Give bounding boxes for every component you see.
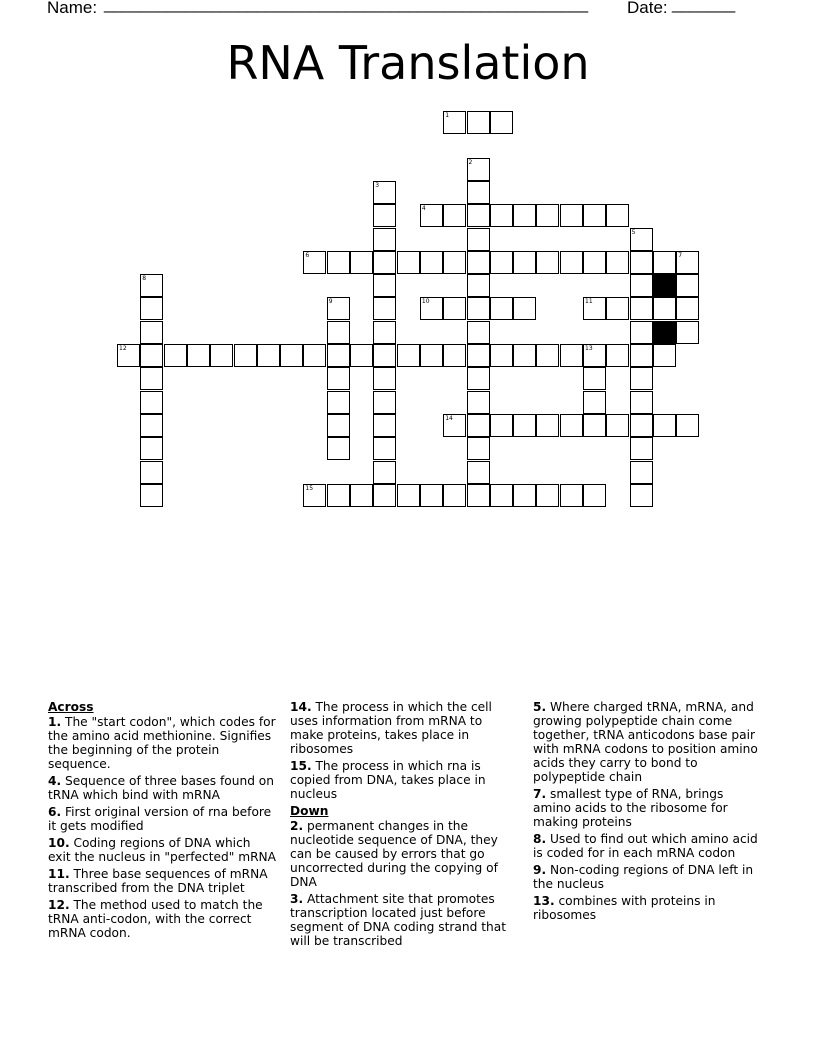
crossword-cell[interactable] [630,437,653,460]
crossword-cell[interactable] [467,228,490,251]
crossword-cell[interactable] [397,484,420,507]
crossword-cell[interactable] [583,344,606,367]
crossword-cell[interactable] [560,344,583,367]
crossword-cell[interactable] [583,204,606,227]
crossword-cell[interactable] [373,414,396,437]
crossword-cell[interactable] [280,344,303,367]
crossword-cell[interactable] [117,344,140,367]
clue-down-13: 13. combines with proteins in ribosomes [533,894,716,922]
crossword-cell[interactable] [653,297,676,320]
crossword-cell[interactable] [420,251,443,274]
clue-number: 15 [305,484,314,492]
crossword-cell[interactable] [467,461,490,484]
crossword-cell[interactable] [630,297,653,320]
clue-across-12: 12. The method used to match the tRNA anti-codon, with the correct mRNA codon. [48,898,263,940]
clue-across-14: 14. The process in which the cell uses information from mRNA to make proteins, takes place in ribosomes [290,700,492,756]
clue-across-4: 4. Sequence of three bases found on tRNA which bind with mRNA [48,774,274,802]
crossword-cell[interactable] [373,437,396,460]
crossword-cell[interactable] [606,204,629,227]
crossword-cell[interactable] [467,297,490,320]
crossword-cell[interactable] [676,251,699,274]
crossword-cell[interactable] [630,228,653,251]
name-field-line[interactable]: ______________________________________________________ [104,0,588,13]
crossword-cell[interactable] [467,321,490,344]
clue-number: 12 [119,345,127,352]
crossword-cell[interactable] [630,461,653,484]
crossword-cell[interactable] [140,367,163,390]
crossword-cell[interactable] [187,344,210,367]
crossword-cell[interactable] [513,204,536,227]
crossword-cell[interactable] [327,251,350,274]
crossword-cell[interactable] [606,251,629,274]
clue-number: 5 [631,228,636,236]
crossword-cell[interactable] [583,297,606,320]
date-label: Date: [627,0,668,17]
crossword-cell[interactable] [513,484,536,507]
crossword-cell[interactable] [560,414,583,437]
crossword-cell[interactable] [140,274,163,297]
clue-number: 10 [421,298,430,306]
crossword-cell[interactable] [536,344,559,367]
crossword-cell[interactable] [140,484,163,507]
crossword-cell[interactable] [630,344,653,367]
crossword-cell[interactable] [467,251,490,274]
crossword-cell[interactable] [257,344,280,367]
clue-number: 8 [142,275,147,283]
crossword-cell[interactable] [397,344,420,367]
crossword-cell[interactable] [303,484,326,507]
crossword-cell[interactable] [630,414,653,437]
down-heading: Down [290,804,329,818]
crossword-cell[interactable] [513,344,536,367]
page-title: RNA Translation [226,36,590,90]
crossword-cell[interactable] [327,414,350,437]
crossword-cell[interactable] [443,251,466,274]
crossword-cell[interactable] [373,321,396,344]
crossword-cell[interactable] [467,484,490,507]
crossword-cell[interactable] [560,484,583,507]
crossword-cell[interactable] [373,344,396,367]
crossword-cell[interactable] [327,344,350,367]
crossword-cell[interactable] [630,321,653,344]
crossword-cell[interactable] [420,484,443,507]
crossword-cell[interactable] [467,391,490,414]
crossword-cell[interactable] [630,251,653,274]
clue-number: 2 [468,158,473,166]
crossword-cell[interactable] [373,461,396,484]
crossword-cell[interactable] [140,344,163,367]
crossword-cell[interactable] [583,251,606,274]
crossword-cell[interactable] [490,111,513,134]
date-field-line[interactable]: _______ [672,0,735,13]
clue-number: 6 [305,251,310,259]
crossword-cell[interactable] [373,484,396,507]
crossword-cell[interactable] [653,344,676,367]
crossword-cell[interactable] [490,251,513,274]
crossword-cell[interactable] [420,204,443,227]
crossword-cell[interactable] [490,344,513,367]
crossword-cell[interactable] [327,367,350,390]
clue-across-1: 1. The "start codon", which codes for the amino acid methionine. Signifies the beginning of the protein sequence. [48,715,276,771]
crossword-cell[interactable] [350,484,373,507]
crossword-cell[interactable] [583,367,606,390]
crossword-cell[interactable] [676,297,699,320]
crossword-cell[interactable] [140,321,163,344]
crossword-cell[interactable] [676,414,699,437]
clue-number: 11 [585,298,593,306]
crossword-cell[interactable] [443,344,466,367]
crossword-cell[interactable] [676,321,699,344]
clue-down-8: 8. Used to find out which amino acid is coded for in each mRNA codon [533,832,758,860]
crossword-cell[interactable] [676,274,699,297]
crossword-cell[interactable] [536,484,559,507]
crossword-cell[interactable] [560,251,583,274]
crossword-cell[interactable] [397,251,420,274]
crossword-cell[interactable] [536,414,559,437]
clue-across-10: 10. Coding regions of DNA which exit the nucleus in "perfected" mRNA [48,836,277,864]
crossword-block-cell [653,274,676,297]
crossword-cell[interactable] [560,204,583,227]
crossword-cell[interactable] [467,344,490,367]
crossword-cell[interactable] [327,297,350,320]
crossword-cell[interactable] [467,111,490,134]
across-heading: Across [48,700,94,714]
clue-down-2: 2. permanent changes in the nucleotide sequence of DNA, they can be caused by errors that go uncorrected during the copying of DNA [290,819,498,889]
crossword-cell[interactable] [373,251,396,274]
crossword-cell[interactable] [140,461,163,484]
crossword-cell[interactable] [350,251,373,274]
crossword-cell[interactable] [513,297,536,320]
crossword-cell[interactable] [490,297,513,320]
crossword-cell[interactable] [140,414,163,437]
crossword-cell[interactable] [327,437,350,460]
crossword-cell[interactable] [373,181,396,204]
clue-across-11: 11. Three base sequences of mRNA transcribed from the DNA triplet [48,867,268,895]
crossword-cell[interactable] [140,297,163,320]
clue-number: 4 [421,205,426,213]
crossword-cell[interactable] [606,297,629,320]
crossword-cell[interactable] [490,484,513,507]
crossword-cell[interactable] [653,251,676,274]
crossword-cell[interactable] [513,414,536,437]
crossword-cell[interactable] [467,274,490,297]
clue-number: 13 [585,345,593,352]
crossword-block-cell [653,321,676,344]
crossword-cell[interactable] [467,158,490,181]
crossword-cell[interactable] [467,367,490,390]
clue-number: 7 [678,251,683,259]
crossword-cell[interactable] [490,414,513,437]
crossword-cell[interactable] [234,344,257,367]
crossword-cell[interactable] [373,274,396,297]
crossword-cell[interactable] [420,344,443,367]
crossword-cell[interactable] [583,414,606,437]
crossword-cell[interactable] [443,204,466,227]
crossword-cell[interactable] [583,391,606,414]
crossword-cell[interactable] [373,391,396,414]
crossword-cell[interactable] [443,111,466,134]
clue-number: 9 [328,298,333,306]
crossword-cell[interactable] [490,204,513,227]
crossword-cell[interactable] [467,437,490,460]
crossword-cell[interactable] [606,344,629,367]
crossword-cell[interactable] [513,251,536,274]
crossword-cell[interactable] [443,297,466,320]
clue-down-7: 7. smallest type of RNA, brings amino acids to the ribosome for making proteins [533,787,728,829]
clues-column-3 [533,700,761,925]
crossword-cell[interactable] [303,344,326,367]
crossword-cell[interactable] [653,414,676,437]
crossword-cell[interactable] [630,367,653,390]
crossword-cell[interactable] [467,414,490,437]
crossword-cell[interactable] [140,437,163,460]
crossword-cell[interactable] [140,391,163,414]
crossword-cell[interactable] [327,484,350,507]
name-label: Name: [47,0,98,17]
crossword-cell[interactable] [630,274,653,297]
crossword-cell[interactable] [164,344,187,367]
clues-column-2 [290,700,518,951]
crossword-cell[interactable] [583,484,606,507]
clue-number: 1 [445,112,450,119]
crossword-cell[interactable] [350,344,373,367]
crossword-cell[interactable] [373,228,396,251]
crossword-cell[interactable] [467,204,490,227]
clue-down-3: 3. Attachment site that promotes transcription located just before segment of DNA coding strand that will be transcribed [290,892,506,948]
name-date-header [47,0,747,24]
crossword-cell[interactable] [536,251,559,274]
crossword-cell[interactable] [327,391,350,414]
clue-across-6: 6. First original version of rna before it gets modified [48,805,272,833]
crossword-cell[interactable] [303,251,326,274]
clue-down-5: 5. Where charged tRNA, mRNA, and growing polypeptide chain come together, tRNA anticodons base pair with mRNA codons to position amino acids they carry to bond to polypeptide chain [533,700,758,784]
clues-column-1 [48,700,276,943]
crossword-cell[interactable] [606,414,629,437]
crossword-cell[interactable] [373,204,396,227]
crossword-cell[interactable] [420,297,443,320]
crossword-cell[interactable] [443,414,466,437]
crossword-cell[interactable] [210,344,233,367]
crossword-cell[interactable] [373,297,396,320]
crossword-cell[interactable] [467,181,490,204]
crossword-cell[interactable] [630,391,653,414]
crossword-cell[interactable] [373,367,396,390]
crossword-cell[interactable] [536,204,559,227]
crossword-cell[interactable] [630,484,653,507]
crossword-cell[interactable] [443,484,466,507]
clue-down-9: 9. Non-coding regions of DNA left in the nucleus [533,863,754,891]
clue-number: 14 [445,414,453,422]
clue-number: 3 [375,181,380,189]
crossword-cell[interactable] [327,321,350,344]
clue-across-15: 15. The process in which rna is copied from DNA, takes place in nucleus [290,759,486,801]
